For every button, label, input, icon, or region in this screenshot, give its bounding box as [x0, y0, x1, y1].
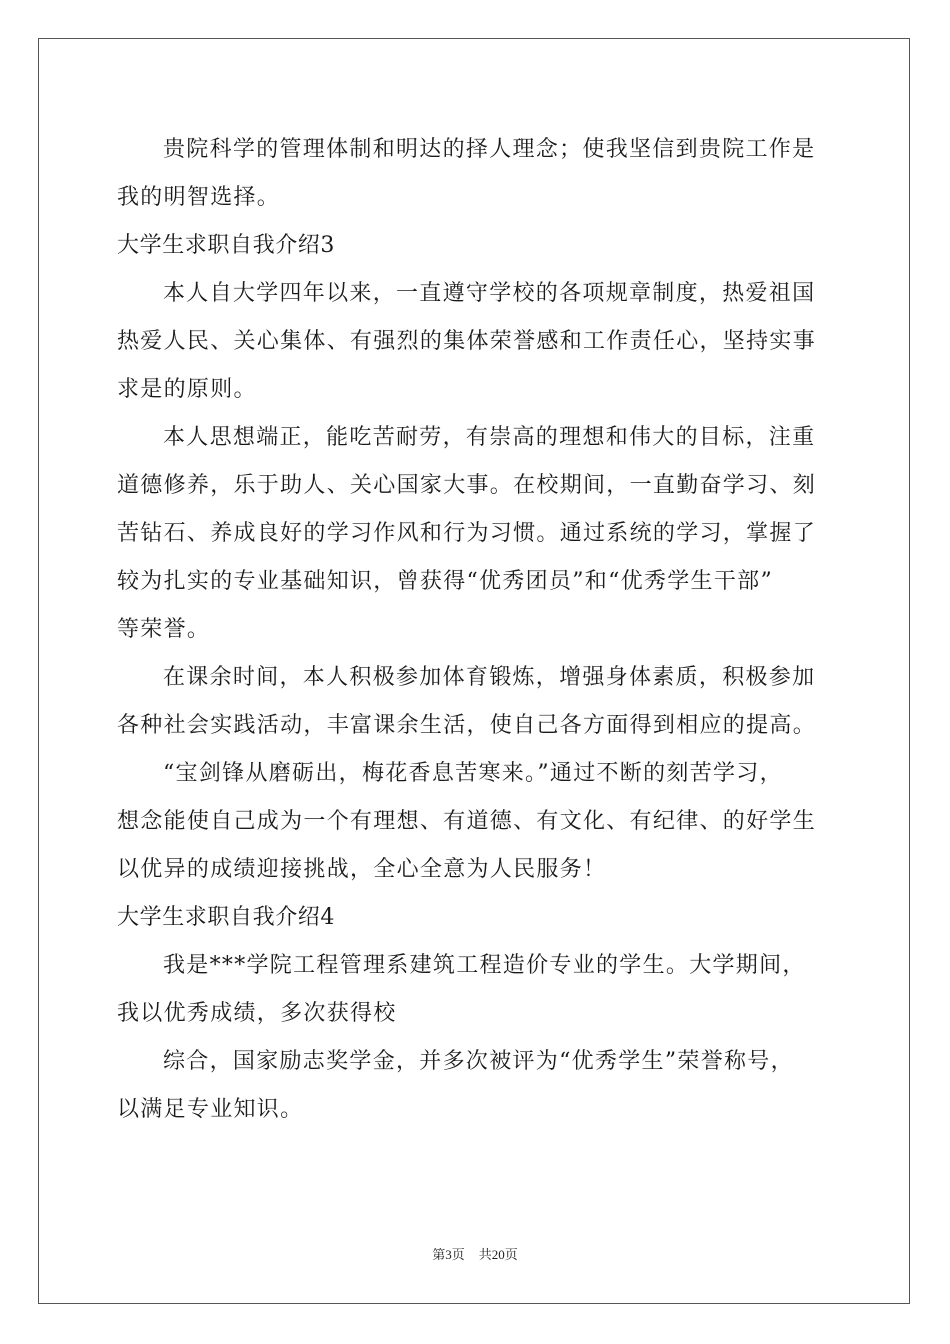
document-body	[117, 126, 837, 1134]
text-line: 热爱人民、关心集体、有强烈的集体荣誉感和工作责任心，坚持实事	[117, 329, 817, 354]
text-line: 贵院科学的管理体制和明达的择人理念；使我坚信到贵院工作是	[163, 137, 816, 162]
text-line: 求是的原则。	[117, 377, 257, 402]
text-line: 想念能使自己成为一个有理想、有道德、有文化、有纪律、的好学生	[117, 809, 817, 834]
text-line: 我以优秀成绩，多次获得校	[117, 1001, 397, 1026]
text-line: 较为扎实的专业基础知识，曾获得“优秀团员”和“优秀学生干部”	[117, 569, 773, 594]
text-line: 本人思想端正，能吃苦耐劳，有崇高的理想和伟大的目标，注重	[163, 425, 816, 450]
text-line: 我的明智选择。	[117, 185, 281, 210]
text-line: “宝剑锋从磨砺出，梅花香息苦寒来。”通过不断的刻苦学习，	[163, 761, 783, 786]
page-total: 共20页	[478, 1247, 518, 1262]
text-line: 以优异的成绩迎接挑战，全心全意为人民服务！	[117, 857, 607, 882]
page-footer	[0, 1244, 950, 1263]
text-line: 在课余时间，本人积极参加体育锻炼，增强身体素质，积极参加	[163, 665, 816, 690]
text-line: 综合，国家励志奖学金，并多次被评为“优秀学生”荣誉称号，	[163, 1049, 794, 1074]
text-line: 以满足专业知识。	[117, 1097, 304, 1122]
page-number: 第3页	[432, 1247, 465, 1262]
text-line: 各种社会实践活动，丰富课余生活，使自己各方面得到相应的提高。	[117, 713, 817, 738]
text-line: 我是***学院工程管理系建筑工程造价专业的学生。大学期间，	[163, 953, 806, 978]
text-line: 苦钻石、养成良好的学习作风和行为习惯。通过系统的学习，掌握了	[117, 521, 817, 546]
text-line: 道德修养，乐于助人、关心国家大事。在校期间，一直勤奋学习、刻	[117, 473, 817, 498]
section-heading: 大学生求职自我介绍4	[117, 905, 335, 930]
text-line: 本人自大学四年以来，一直遵守学校的各项规章制度，热爱祖国	[163, 281, 816, 306]
section-heading: 大学生求职自我介绍3	[117, 233, 335, 258]
text-line: 等荣誉。	[117, 617, 211, 642]
